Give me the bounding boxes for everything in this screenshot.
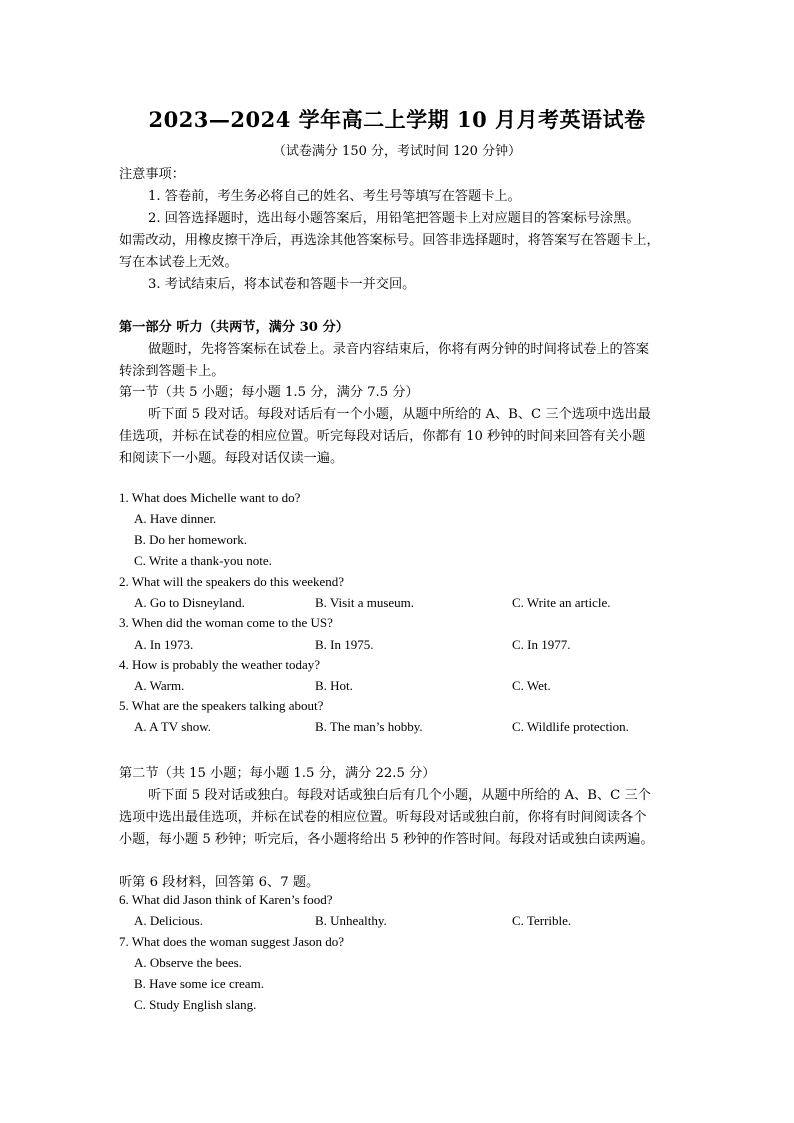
- option-a: A. A TV show.: [134, 719, 212, 734]
- option-a: A. In 1973.: [134, 637, 194, 652]
- section1-intro: 听下面 5 段对话。每段对话后有一个小题，从题中所给的 A、B、C 三个选项中选出最: [148, 407, 651, 422]
- part1-intro: 做题时，先将答案标在试卷上。录音内容结束后，你将有两分钟的时间将试卷上的答案: [148, 342, 650, 357]
- section2-heading: 第二节（共 15 小题；每小题 1.5 分，满分 22.5 分）: [119, 766, 436, 781]
- question-4: 4. How is probably the weather today?: [119, 657, 321, 672]
- option-c: C. Write a thank-you note.: [134, 553, 272, 568]
- question-6: 6. What did Jason think of Karen’s food?: [119, 892, 333, 907]
- notice-item: 3. 考试结束后，将本试卷和答题卡一并交回。: [148, 277, 416, 292]
- question-5: 5. What are the speakers talking about?: [119, 698, 324, 713]
- section2-intro: 小题，每小题 5 秒钟；听完后，各小题将给出 5 秒钟的作答时间。每段对话或独白读两遍。: [119, 832, 654, 847]
- question-1: 1. What does Michelle want to do?: [119, 490, 301, 505]
- part1-intro: 转涂到答题卡上。: [119, 364, 225, 379]
- option-c: C. Wet.: [512, 678, 551, 693]
- question-2: 2. What will the speakers do this weekend?: [119, 574, 345, 589]
- question-3: 3. When did the woman come to the US?: [119, 615, 333, 630]
- option-a: A. Go to Disneyland.: [134, 595, 245, 610]
- notice-item: 2. 回答选择题时，选出每小题答案后，用铅笔把答题卡上对应题目的答案标号涂黑。: [148, 211, 640, 226]
- notice-item: 如需改动，用橡皮擦干净后，再选涂其他答案标号。回答非选择题时，将答案写在答题卡上，: [119, 233, 660, 248]
- option-c: C. Wildlife protection.: [512, 719, 629, 734]
- option-b: B. Have some ice cream.: [134, 976, 264, 991]
- option-b: B. Visit a museum.: [315, 595, 415, 610]
- option-c: C. Terrible.: [512, 913, 572, 928]
- option-b: B. Hot.: [315, 678, 353, 693]
- option-a: A. Delicious.: [134, 913, 203, 928]
- section1-heading: 第一节（共 5 小题；每小题 1.5 分，满分 7.5 分）: [119, 385, 419, 400]
- question-7: 7. What does the woman suggest Jason do?: [119, 934, 345, 949]
- section1-intro: 佳选项，并标在试卷的相应位置。听完每段对话后，你都有 10 秒钟的时间来回答有关小题: [119, 429, 646, 444]
- notice-item: 写在本试卷上无效。: [119, 255, 238, 270]
- option-a: A. Observe the bees.: [134, 955, 242, 970]
- part1-heading: 第一部分 听力（共两节，满分 30 分）: [119, 320, 349, 335]
- option-c: C. In 1977.: [512, 637, 571, 652]
- option-b: B. Unhealthy.: [315, 913, 387, 928]
- option-b: B. The man’s hobby.: [315, 719, 423, 734]
- notice-item: 1. 答卷前，考生务必将自己的姓名、考生号等填写在答题卡上。: [148, 189, 521, 204]
- option-c: C. Study English slang.: [134, 997, 257, 1012]
- option-a: A. Have dinner.: [134, 511, 217, 526]
- material-6-heading: 听第 6 段材料，回答第 6、7 题。: [119, 875, 320, 890]
- page-title: 2023—2024 学年高二上学期 10 月月考英语试卷: [148, 107, 646, 132]
- exam-info: （试卷满分 150 分，考试时间 120 分钟）: [272, 144, 522, 159]
- option-c: C. Write an article.: [512, 595, 611, 610]
- notice-heading: 注意事项：: [119, 167, 185, 182]
- option-b: B. In 1975.: [315, 637, 374, 652]
- option-b: B. Do her homework.: [134, 532, 248, 547]
- section1-intro: 和阅读下一小题。每段对话仅读一遍。: [119, 451, 344, 466]
- section2-intro: 听下面 5 段对话或独白。每段对话或独白后有几个小题，从题中所给的 A、B、C 三个: [148, 788, 651, 803]
- section2-intro: 选项中选出最佳选项，并标在试卷的相应位置。听每段对话或独白前，你将有时间阅读各个: [119, 810, 647, 825]
- option-a: A. Warm.: [134, 678, 185, 693]
